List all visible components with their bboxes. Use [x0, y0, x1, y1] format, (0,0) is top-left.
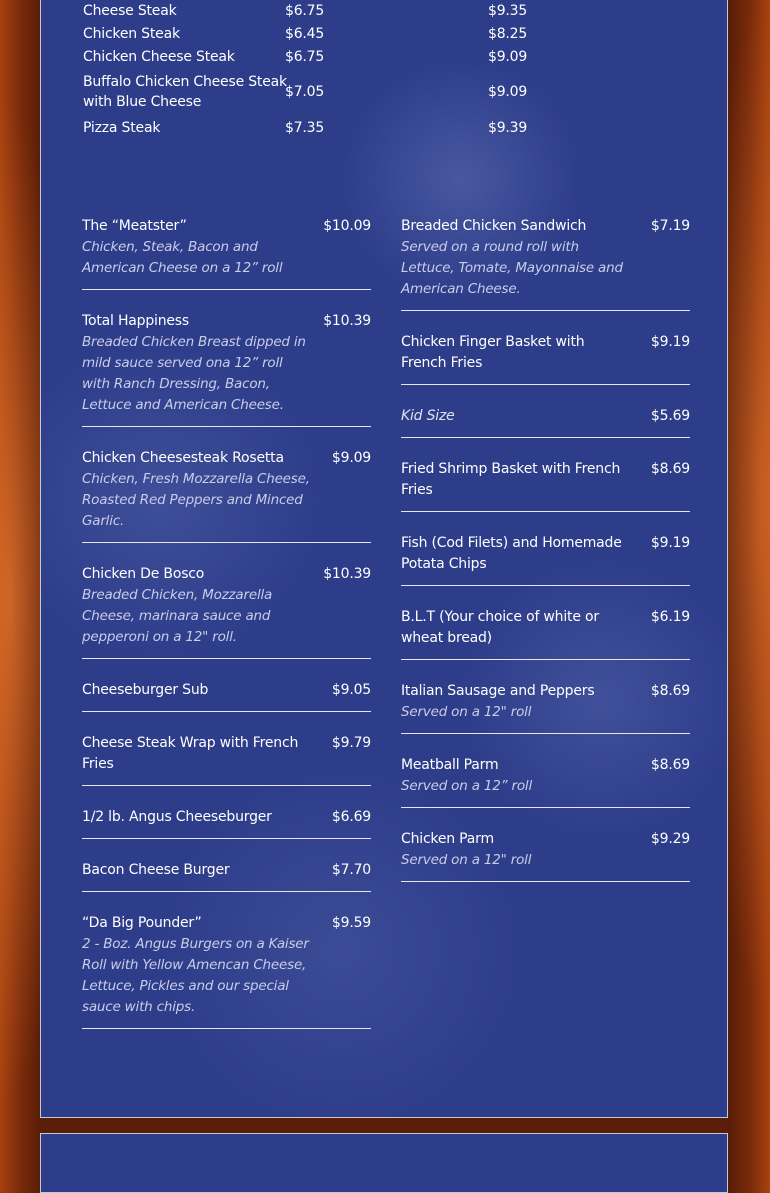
item-title: Fried Shrimp Basket with French Fries [401, 461, 621, 498]
menu-panel [40, 0, 728, 1118]
item-title: Chicken Parm [401, 831, 494, 847]
menu-item [82, 807, 371, 839]
item-name: Chicken Steak [83, 26, 180, 42]
table-row [83, 24, 543, 47]
item-title: Cheeseburger Sub [82, 682, 209, 698]
item-description: Breaded Chicken Breast dipped in mild sauce served ona 12” roll with Ranch Dressing, Bacon, Lettuce and American Cheese. [82, 334, 306, 413]
menu-item [401, 332, 690, 385]
menu-item [401, 829, 690, 882]
item-description: Served on a 12" roll [401, 704, 532, 720]
item-title: Breaded Chicken Sandwich [401, 218, 587, 234]
item-price: $10.09 [323, 218, 371, 234]
steak-price-table [83, 0, 543, 141]
item-title: Chicken Cheesesteak Rosetta [82, 450, 284, 466]
item-title: Meatball Parm [401, 757, 499, 773]
item-price: $8.69 [650, 461, 690, 477]
item-price: $5.69 [650, 408, 690, 424]
item-title: 1/2 lb. Angus Cheeseburger [82, 809, 272, 825]
item-price: $8.69 [650, 683, 690, 699]
item-title: Fish (Cod Filets) and Homemade Potata Chips [401, 535, 622, 572]
item-price: $9.09 [331, 450, 371, 466]
item-title: Total Happiness [82, 313, 189, 329]
menu-item [82, 216, 371, 290]
item-description: 2 - Boz. Angus Burgers on a Kaiser Roll with Yellow Amencan Cheese, Lettuce, Pickles and our special sauce with chips. [82, 936, 309, 1015]
item-price: $9.29 [650, 831, 690, 847]
table-row [83, 0, 543, 24]
item-description: Served on a 12” roll [401, 778, 533, 794]
table-row [83, 118, 543, 141]
menu-item [82, 448, 371, 543]
menu-item [82, 913, 371, 1029]
item-title: Italian Sausage and Peppers [401, 683, 595, 699]
item-description: Chicken, Fresh Mozzarella Cheese, Roasted Red Peppers and Minced Garlic. [82, 471, 310, 529]
item-price-large: $9.39 [488, 120, 528, 136]
menu-item [82, 311, 371, 427]
item-title: B.L.T (Your choice of white or wheat bread) [401, 609, 599, 646]
menu-item [401, 681, 690, 734]
item-description: Served on a 12" roll [401, 852, 532, 868]
item-price: $10.39 [323, 566, 371, 582]
item-title: Kid Size [401, 408, 455, 424]
item-description: Chicken, Steak, Bacon and American Cheese on a 12” roll [82, 239, 283, 276]
item-title: “Da Big Pounder” [82, 915, 202, 931]
item-price-small: $7.35 [285, 120, 325, 136]
item-price: $9.19 [650, 334, 690, 350]
item-title: Cheese Steak Wrap with French Fries [82, 735, 299, 772]
item-price: $9.05 [331, 682, 371, 698]
menu-item [82, 680, 371, 712]
item-price: $10.39 [323, 313, 371, 329]
item-name: Buffalo Chicken Cheese Steak with Blue Cheese [83, 74, 287, 110]
item-description: Breaded Chicken, Mozzarella Cheese, marinara sauce and pepperoni on a 12" roll. [82, 587, 273, 645]
item-price-large: $9.09 [488, 49, 528, 65]
item-price-small: $6.45 [285, 26, 325, 42]
item-price: $7.19 [650, 218, 690, 234]
item-price-small: $7.05 [285, 84, 325, 100]
table-row [83, 72, 543, 116]
item-price-large: $8.25 [488, 26, 528, 42]
item-price-large: $9.09 [488, 84, 528, 100]
item-price: $6.69 [331, 809, 371, 825]
menu-item [401, 533, 690, 586]
item-title: Chicken Finger Basket with French Fries [401, 334, 585, 371]
menu-item [82, 860, 371, 892]
item-price: $7.70 [331, 862, 371, 878]
item-price: $9.19 [650, 535, 690, 551]
item-title: Chicken De Bosco [82, 566, 205, 582]
item-title: The “Meatster” [82, 218, 187, 234]
item-description: Served on a round roll with Lettuce, Tomate, Mayonnaise and American Cheese. [401, 239, 623, 297]
right-menu-column [401, 216, 690, 903]
item-price: $9.59 [331, 915, 371, 931]
item-price: $9.79 [331, 735, 371, 751]
menu-item [82, 564, 371, 659]
item-price-small: $6.75 [285, 49, 325, 65]
item-price: $8.69 [650, 757, 690, 773]
item-price-large: $9.35 [488, 3, 528, 19]
table-row [83, 47, 543, 70]
item-price-small: $6.75 [285, 3, 325, 19]
item-price: $6.19 [650, 609, 690, 625]
next-menu-panel [40, 1133, 728, 1193]
item-title: Bacon Cheese Burger [82, 862, 230, 878]
menu-item [401, 216, 690, 311]
menu-item [401, 459, 690, 512]
item-name: Cheese Steak [83, 3, 177, 19]
menu-item [82, 733, 371, 786]
left-menu-column [82, 216, 371, 1050]
menu-item [401, 406, 690, 438]
menu-item [401, 755, 690, 808]
menu-item [401, 607, 690, 660]
item-name: Chicken Cheese Steak [83, 49, 235, 65]
item-name: Pizza Steak [83, 120, 161, 136]
